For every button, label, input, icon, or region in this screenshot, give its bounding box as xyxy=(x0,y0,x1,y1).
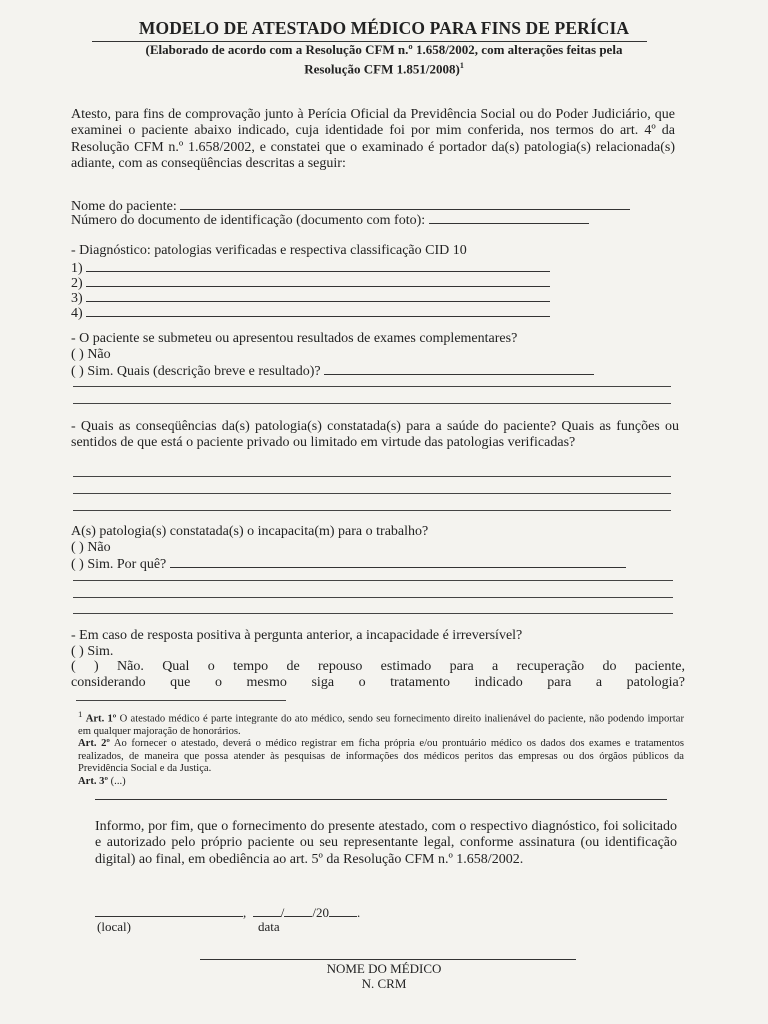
exams-option-yes-row xyxy=(71,362,594,380)
diagnosis-item: 1) xyxy=(71,259,550,277)
incapacity-option-yes[interactable]: ( ) Sim. Por quê? xyxy=(71,557,167,572)
diagnosis-field-1[interactable] xyxy=(86,259,550,272)
incapacity-answer-line[interactable] xyxy=(73,597,673,598)
irreversible-option-no-line-1[interactable]: ( ) Não. Qual o tempo de repouso estimado para a recuperação do paciente, xyxy=(71,659,685,674)
place-date-row: , / /20 . xyxy=(95,904,360,921)
closing-paragraph: Informo, por fim, que o fornecimento do presente atestado, com o respectivo diagnóstico, foi solicitado e autorizado pelo próprio paciente ou seu representante legal, conforme assinatura (ou identificação digital) ao final, em obediência ao art. 5º da Resolução CFM n.º 1.658/2002. xyxy=(95,819,677,867)
signature-line[interactable] xyxy=(200,959,576,960)
year-field[interactable] xyxy=(329,904,357,917)
diagnosis-question: - Diagnóstico: patologias verificadas e respectiva classificação CID 10 xyxy=(71,243,467,258)
intro-paragraph: Atesto, para fins de comprovação junto à Perícia Oficial da Previdência Social ou do Poder Judiciário, que examinei o paciente abaixo indicado, cuja identidade foi por mim conferida, nos termos do art. 4º da Resolução CFM n.º 1.658/2002, e constatei que o examinado é portador da(s) patologia(s) relacionada(s) adiante, com as conseqüências descritas a seguir: xyxy=(71,107,675,171)
crm-label: N. CRM xyxy=(361,976,407,991)
footnote-separator xyxy=(76,700,286,701)
separator-line xyxy=(95,799,667,800)
footnote-art-1: $^1$ Art. 1º O atestado médico é parte integrante do ato médico, sendo seu fornecimento direito inalienável do paciente, não podendo importar em qualquer majoração de honorários. xyxy=(78,709,684,737)
patient-name-field[interactable] xyxy=(180,197,630,210)
consequences-answer-line[interactable] xyxy=(73,476,671,477)
irreversible-option-no-line-2: considerando que o mesmo siga o tratamento indicado para a patologia? xyxy=(71,675,685,690)
document-number-row xyxy=(71,211,589,229)
diagnosis-field-4[interactable] xyxy=(86,304,550,317)
diagnosis-item: 2) xyxy=(71,274,550,292)
diagnosis-item: 3) xyxy=(71,289,550,307)
exams-option-yes[interactable]: ( ) Sim. Quais (descrição breve e resultado)? xyxy=(71,364,321,379)
date-label: data xyxy=(258,919,280,934)
month-field[interactable] xyxy=(284,904,312,917)
incapacity-reason-field[interactable] xyxy=(170,555,626,568)
incapacity-option-yes-row xyxy=(71,555,626,573)
document-subtitle xyxy=(60,42,708,77)
incapacity-question: A(s) patologia(s) constatada(s) o incapacita(m) para o trabalho? xyxy=(71,524,429,539)
consequences-answer-line[interactable] xyxy=(73,493,671,494)
local-label: (local) xyxy=(97,919,131,934)
local-field[interactable] xyxy=(95,904,243,917)
exams-description-field[interactable] xyxy=(324,362,594,375)
day-field[interactable] xyxy=(253,904,281,917)
subtitle-line-2: Resolução CFM 1.851/2008)$^1$ xyxy=(304,61,464,77)
irreversible-option-yes[interactable]: ( ) Sim. xyxy=(71,644,114,659)
exams-answer-line[interactable] xyxy=(73,386,671,387)
consequences-answer-line[interactable] xyxy=(73,510,671,511)
exams-option-no[interactable]: ( ) Não xyxy=(71,347,111,362)
document-title: MODELO DE ATESTADO MÉDICO PARA FINS DE PERÍCIA xyxy=(138,18,630,38)
incapacity-answer-line[interactable] xyxy=(73,580,673,581)
consequences-question: - Quais as conseqüências da(s) patologia(s) constatada(s) para a saúde do paciente? Quais as funções ou sentidos de que está o paciente privado ou limitado em virtude das patologias verificadas? xyxy=(71,419,679,451)
doctor-name-label: NOME DO MÉDICO xyxy=(326,961,442,976)
footnote-art-3: Art. 3º (...) xyxy=(78,775,126,787)
incapacity-answer-line[interactable] xyxy=(73,613,673,614)
exams-question: - O paciente se submeteu ou apresentou resultados de exames complementares? xyxy=(71,331,518,346)
incapacity-option-no[interactable]: ( ) Não xyxy=(71,540,111,555)
exams-answer-line[interactable] xyxy=(73,403,671,404)
subtitle-line-1: (Elaborado de acordo com a Resolução CFM n.º 1.658/2002, com alterações feitas pela xyxy=(145,42,623,57)
diagnosis-field-2[interactable] xyxy=(86,274,550,287)
document-number-label: Número do documento de identificação (documento com foto): xyxy=(71,213,426,228)
patient-name-label: Nome do paciente: xyxy=(71,199,177,214)
diagnosis-field-3[interactable] xyxy=(86,289,550,302)
footnote-art-2: Art. 2º Ao fornecer o atestado, deverá o médico registrar em ficha própria e/ou prontuário médico os dados dos exames e tratamentos realizados, de maneira que possa atender às pesquisas de informações dos médicos peritos das empresas ou dos órgãos públicos da Previdência Social e da Justiça. xyxy=(78,738,684,775)
document-number-field[interactable] xyxy=(429,211,589,224)
diagnosis-item: 4) xyxy=(71,304,550,322)
footnotes xyxy=(78,708,684,788)
footnote-ref: 1 xyxy=(459,61,464,70)
irreversible-question: - Em caso de resposta positiva à pergunta anterior, a incapacidade é irreversível? xyxy=(71,628,523,643)
